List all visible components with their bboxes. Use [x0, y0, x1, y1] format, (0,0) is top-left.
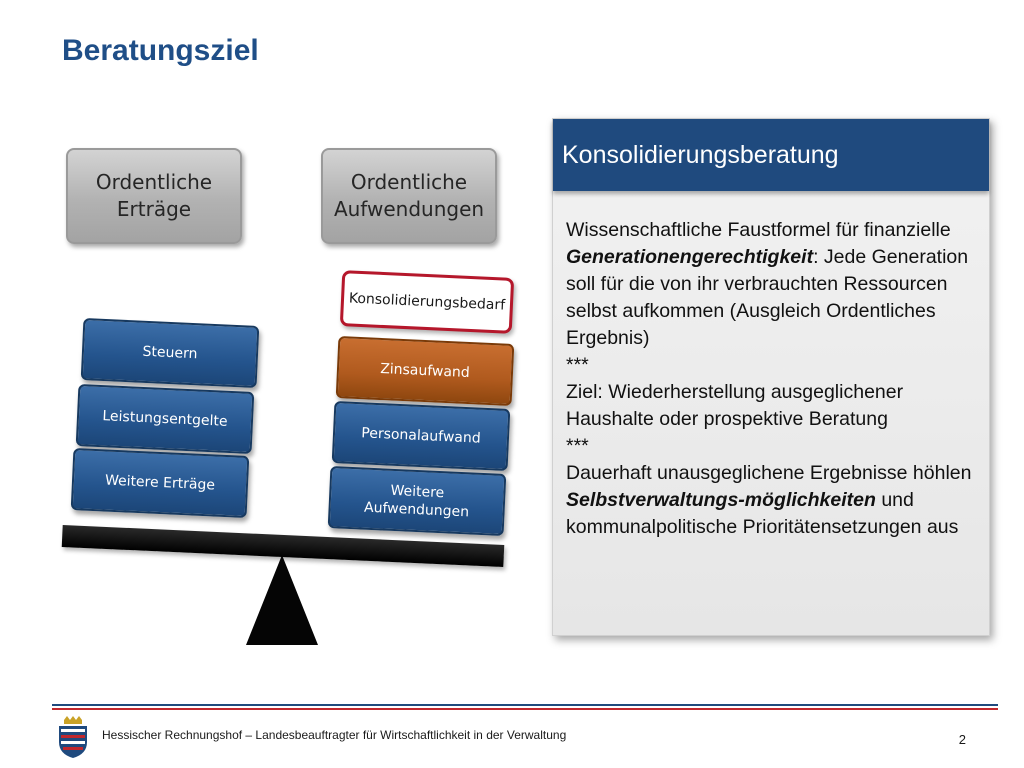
item-steuern-label: Steuern — [142, 343, 198, 363]
footer-divider-red — [52, 708, 998, 710]
consulting-panel — [552, 118, 990, 636]
header-ordentliche-ertraege — [66, 148, 242, 244]
p1-text-a: Wissenschaftliche Faustformel für finanzielle — [566, 219, 951, 241]
header-ordentliche-aufwendungen — [321, 148, 497, 244]
item-weitere-ertraege — [71, 448, 250, 518]
item-zinsaufwand-label: Zinsaufwand — [379, 360, 471, 382]
item-leistungsentgelte — [76, 384, 255, 454]
p3-text-a: Dauerhaft unausgeglichene Ergebnisse höhlen — [566, 462, 972, 484]
item-weitere-aufwendungen-line2: Aufwendungen — [363, 499, 470, 521]
balance-fulcrum-icon — [244, 553, 320, 647]
footer-divider-blue — [52, 704, 998, 706]
item-zinsaufwand — [336, 336, 515, 406]
item-weitere-ertraege-label: Weitere Erträge — [104, 472, 216, 494]
panel-header — [553, 119, 989, 191]
separator-1: *** — [566, 354, 589, 376]
item-personalaufwand-label: Personalaufwand — [360, 425, 482, 447]
footer-text: Hessischer Rechnungshof – Landesbeauftragter für Wirtschaftlichkeit in der Verwaltung — [102, 728, 567, 742]
panel-body — [566, 217, 984, 541]
page-number: 2 — [958, 732, 966, 747]
paragraph-dauerhaft — [566, 460, 984, 541]
paragraph-faustformel — [566, 217, 984, 352]
item-konsolidierungsbedarf — [340, 270, 514, 334]
header-ertraege-line1: Ordentliche — [95, 170, 213, 194]
separator-2: *** — [566, 435, 589, 457]
hessen-crest-icon — [56, 716, 90, 758]
item-personalaufwand — [332, 401, 511, 471]
p3-text-c: und kommunalpolitische Prioritätensetzungen aus — [566, 489, 959, 538]
item-steuern — [81, 318, 260, 388]
item-weitere-aufwendungen — [328, 466, 507, 536]
paragraph-ziel: Ziel: Wiederherstellung ausgeglichener Haushalte oder prospektive Beratung — [566, 381, 904, 430]
item-konsolidierungsbedarf-label: Konsolidierungsbedarf — [348, 290, 506, 314]
page-title: Beratungsziel — [62, 34, 259, 67]
item-leistungsentgelte-label: Leistungsentgelte — [102, 408, 228, 430]
header-aufwendungen-line1: Ordentliche — [350, 170, 468, 194]
p1-text-emphasis: Generationengerechtigkeit — [566, 246, 814, 268]
p1-text-c: : Jede Generation soll für die von ihr verbrauchten Ressourcen selbst aufkommen (Ausgleich Ordentliches Ergebnis) — [566, 246, 969, 349]
item-weitere-aufwendungen-line1: Weitere — [390, 482, 445, 502]
p3-text-emphasis: Selbstverwaltungs-möglichkeiten — [566, 489, 876, 511]
panel-header-title: Konsolidierungsberatung — [562, 140, 839, 169]
header-ertraege-line2: Erträge — [116, 197, 192, 221]
header-aufwendungen-line2: Aufwendungen — [333, 197, 485, 221]
